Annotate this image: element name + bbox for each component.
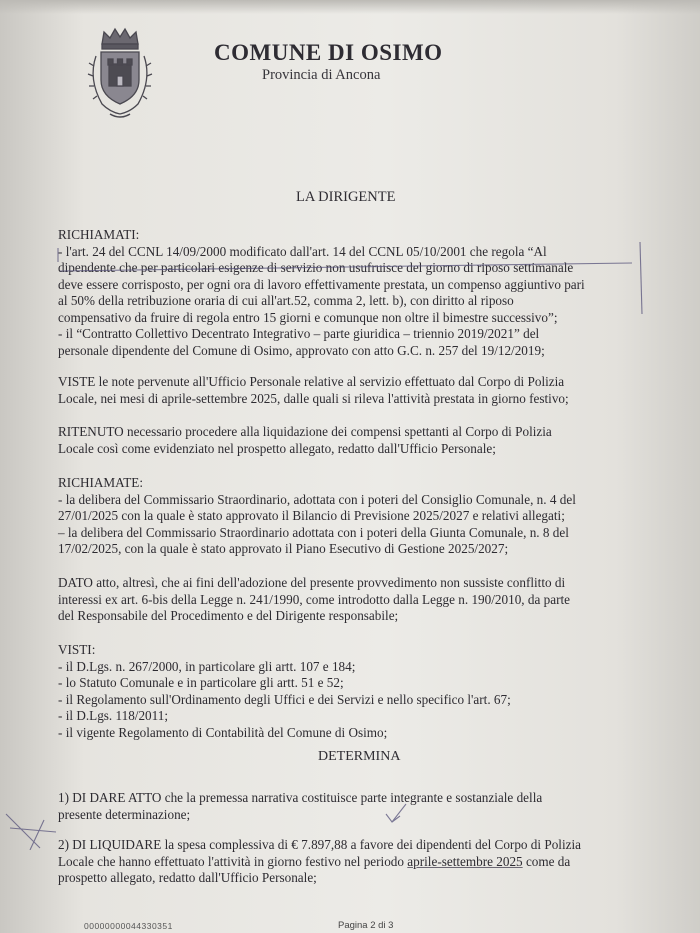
ritenuto-line: Locale così come evidenziato nel prospetto allegato, redatto dall'Ufficio Personale; bbox=[58, 440, 496, 456]
determina-item-line: 2) DI LIQUIDARE la spesa complessiva di € 7.897,88 a favore dei dipendenti del Corpo di Polizia bbox=[58, 837, 581, 852]
richiamate-line: - la delibera del Commissario Straordinario, adottata con i poteri del Consiglio Comunale, n. 4 del bbox=[58, 491, 576, 507]
item-text: come da bbox=[522, 853, 571, 869]
richiamate-heading: RICHIAMATE: bbox=[58, 475, 143, 490]
period-underlined: aprile-settembre 2025 bbox=[407, 853, 523, 869]
visti-heading: VISTI: bbox=[58, 642, 96, 657]
richiamate-line: – la delibera del Commissario Straordinario adottata con i poteri della Giunta Comunale, n. 8 del bbox=[58, 524, 569, 540]
richiamate-line: 27/01/2025 con la quale è stato approvato il Bilancio di Previsione 2025/2027 e relativi allegati; bbox=[58, 508, 565, 523]
document-code: 00000000044330351 bbox=[84, 921, 173, 931]
richiamati-line: deve essere corrisposto, per ogni ora di lavoro effettivamente prestata, un compenso aggiuntivo pari bbox=[58, 276, 585, 292]
determina-item-line: presente determinazione; bbox=[58, 806, 191, 822]
richiamati-line: compensativo da fruire di regola entro 15 giorni e comunque non oltre il bimestre successivo”; bbox=[58, 309, 558, 325]
dato-atto-line: DATO atto, altresì, che ai fini dell'adozione del presente provvedimento non sussiste conflitto di bbox=[58, 575, 566, 590]
page-title: COMUNE DI OSIMO bbox=[214, 40, 443, 65]
determina-item-line: 1) DI DARE ATTO che la premessa narrativa costituisce parte integrante e sostanziale della bbox=[58, 790, 543, 805]
city-crest-icon bbox=[84, 24, 156, 124]
richiamati-line: personale dipendente del Comune di Osimo, approvato con atto G.C. n. 257 del 19/12/2019; bbox=[58, 342, 545, 358]
richiamati-line: dipendente che per particolari esigenze di servizio non usufruisce del giorno di riposo settimanale bbox=[58, 260, 574, 275]
ritenuto-line: RITENUTO necessario procedere alla liquidazione dei compensi spettanti al Corpo di Polizia bbox=[58, 424, 552, 439]
determina-title: DETERMINA bbox=[318, 749, 401, 764]
visti-line: - il Regolamento sull'Ordinamento degli Uffici e dei Servizi e nello specifico l'art. 67; bbox=[58, 691, 511, 707]
page-shadow bbox=[0, 0, 700, 14]
page-subtitle: Provincia di Ancona bbox=[262, 67, 381, 83]
dato-atto-line: interessi ex art. 6-bis della Legge n. 241/1990, come introdotto dalla Legge n. 190/2010, da parte bbox=[58, 591, 570, 607]
page-number: Pagina 2 di 3 bbox=[338, 920, 394, 931]
visti-line: - lo Statuto Comunale e in particolare gli artt. 51 e 52; bbox=[58, 675, 344, 690]
richiamate-line: 17/02/2025, con la quale è stato approvato il Piano Esecutivo di Gestione 2025/2027; bbox=[58, 541, 509, 556]
richiamati-line: - l'art. 24 del CCNL 14/09/2000 modificato dall'art. 14 del CCNL 05/10/2001 che regola “Al bbox=[58, 243, 547, 259]
determina-item-line: prospetto allegato, redatto dall'Ufficio Personale; bbox=[58, 870, 317, 885]
richiamati-line: - il “Contratto Collettivo Decentrato Integrativo – parte giuridica – triennio 2019/2021” del bbox=[58, 326, 540, 341]
richiamati-heading: RICHIAMATI: bbox=[58, 227, 140, 242]
viste-line: VISTE le note pervenute all'Ufficio Personale relative al servizio effettuato dal Corpo di Polizia bbox=[58, 374, 565, 389]
richiamati-line: al 50% della retribuzione oraria di cui all'art.52, comma 2, lett. b), con diritto al riposo bbox=[58, 293, 514, 308]
item-text: Locale che hanno effettuato l'attività in giorno festivo nel periodo bbox=[58, 853, 408, 869]
pen-annotations bbox=[0, 230, 700, 850]
dato-atto-line: del Responsabile del Procedimento e del Dirigente responsabile; bbox=[58, 608, 399, 623]
viste-line: Locale, nei mesi di aprile-settembre 2025, dalle quali si rileva l'attività prestata in giorno festivo; bbox=[58, 390, 569, 406]
visti-line: - il D.Lgs. n. 267/2000, in particolare gli artt. 107 e 184; bbox=[58, 658, 356, 674]
visti-line: - il vigente Regolamento di Contabilità del Comune di Osimo; bbox=[58, 724, 388, 740]
section-title: LA DIRIGENTE bbox=[296, 189, 396, 205]
visti-line: - il D.Lgs. 118/2011; bbox=[58, 708, 169, 723]
determina-item-line bbox=[58, 854, 638, 871]
